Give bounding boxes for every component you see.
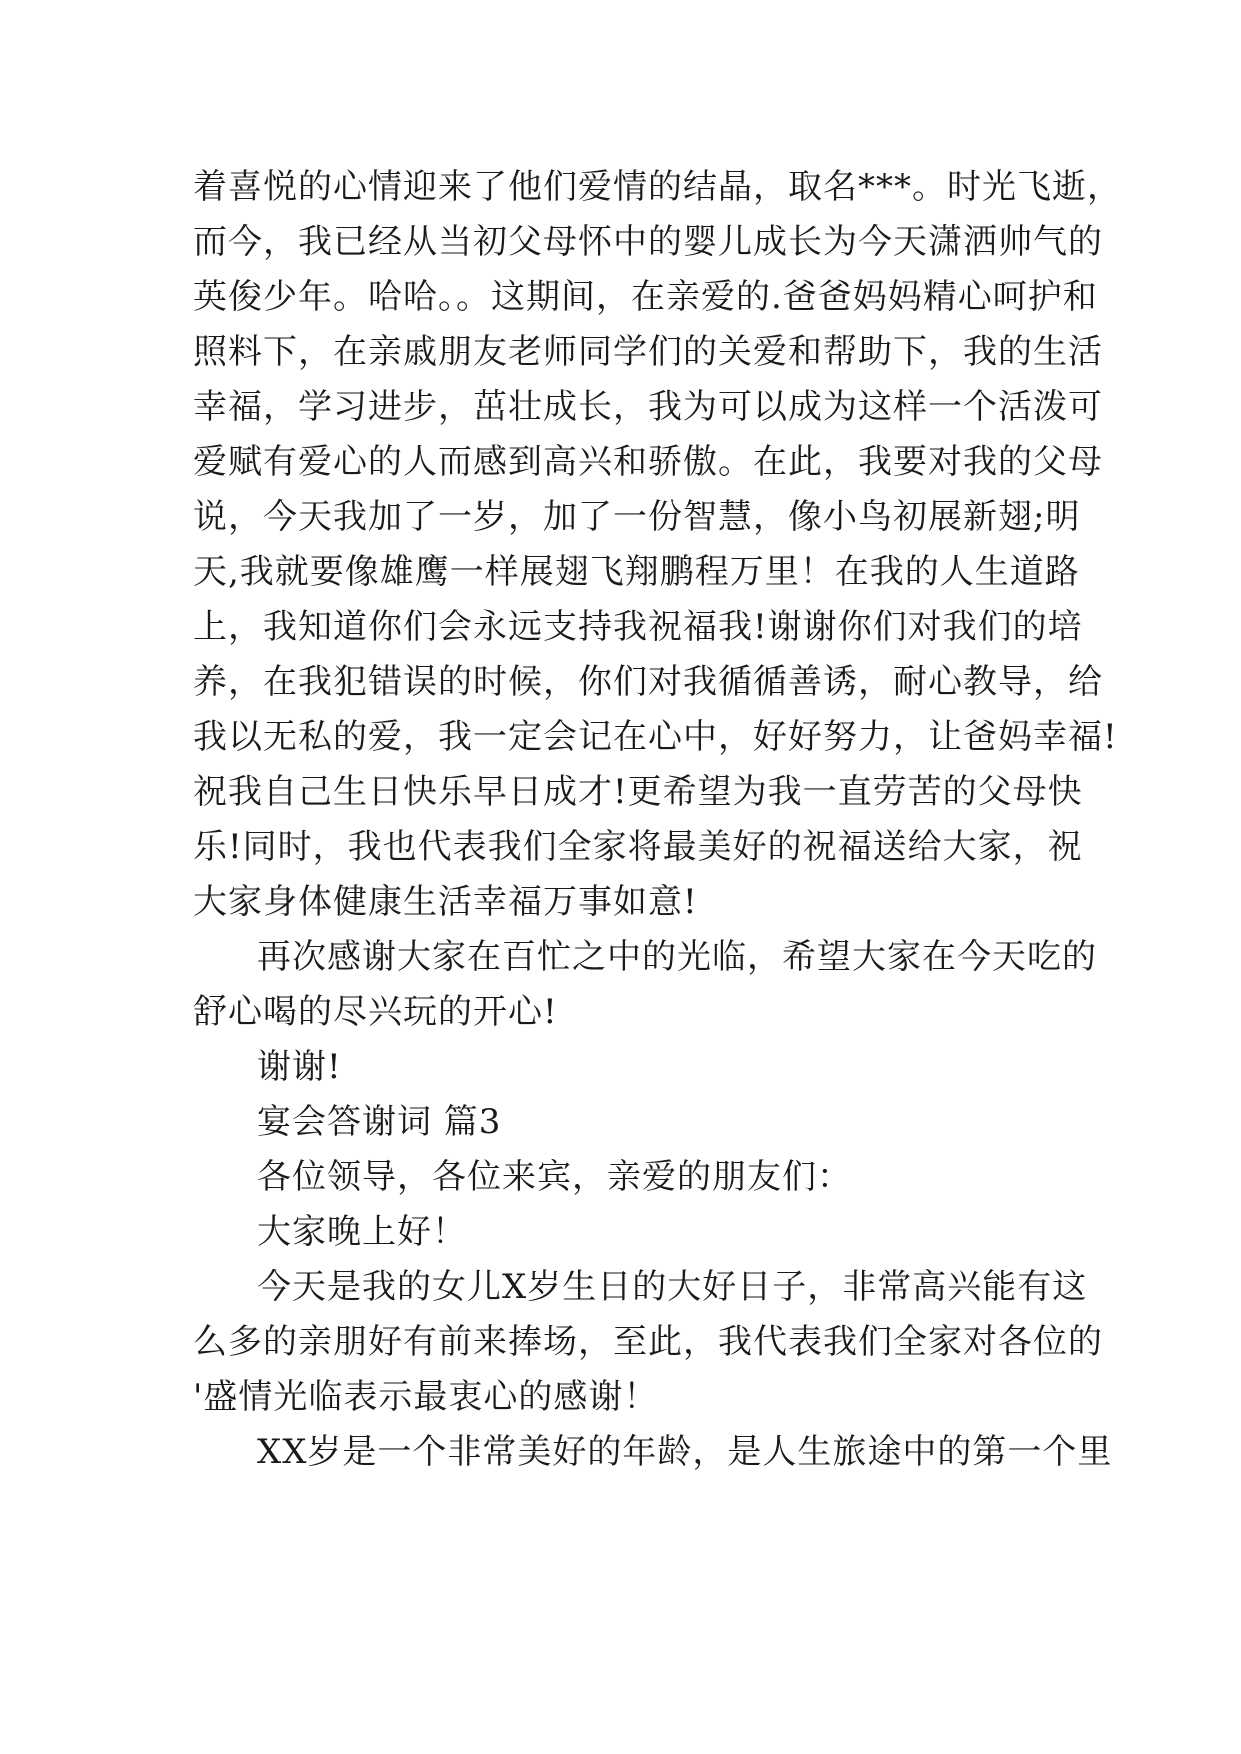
text-line: 说，今天我加了一岁，加了一份智慧，像小鸟初展新翅;明 <box>193 497 1081 537</box>
text-line: 养，在我犯错误的时候，你们对我循循善诱，耐心教导，给 <box>193 662 1103 702</box>
text-line: 祝我自己生日快乐早日成才!更希望为我一直劳苦的父母快 <box>193 772 1083 812</box>
paragraph-first-line: 今天是我的女儿X岁生日的大好日子，非常高兴能有这 <box>257 1267 1088 1307</box>
text-line: '盛情光临表示最衷心的感谢！ <box>193 1377 659 1417</box>
text-line: 乐!同时，我也代表我们全家将最美好的祝福送给大家，祝 <box>193 827 1083 867</box>
text-line: 而今，我已经从当初父母怀中的婴儿成长为今天潇洒帅气的 <box>193 222 1103 262</box>
text-line: 我以无私的爱，我一定会记在心中，好好努力，让爸妈幸福! <box>193 717 1118 757</box>
paragraph-first-line: XX岁是一个非常美好的年龄，是人生旅途中的第一个里 <box>257 1432 1113 1472</box>
salutation-line: 各位领导，各位来宾，亲爱的朋友们： <box>257 1157 852 1197</box>
document-body <box>193 160 1122 1480</box>
text-line: 着喜悦的心情迎来了他们爱情的结晶，取名***。时光飞逝， <box>193 167 1122 207</box>
text-line: 照料下，在亲戚朋友老师同学们的关爱和帮助下，我的生活 <box>193 332 1103 372</box>
paragraph-first-line: 再次感谢大家在百忙之中的光临，希望大家在今天吃的 <box>257 937 1097 977</box>
text-line: 幸福，学习进步，茁壮成长，我为可以成为这样一个活泼可 <box>193 387 1103 427</box>
text-line: 么多的亲朋好有前来捧场，至此，我代表我们全家对各位的 <box>193 1322 1103 1362</box>
text-line: 舒心喝的尽兴玩的开心! <box>193 992 558 1032</box>
text-line: 上，我知道你们会永远支持我祝福我!谢谢你们对我们的培 <box>193 607 1083 647</box>
greeting-line: 大家晚上好！ <box>257 1212 467 1252</box>
text-line: 爱赋有爱心的人而感到高兴和骄傲。在此，我要对我的父母 <box>193 442 1103 482</box>
text-line: 英俊少年。哈哈。。这期间，在亲爱的.爸爸妈妈精心呵护和 <box>193 277 1098 317</box>
text-line: 天,我就要像雄鹰一样展翅飞翔鹏程万里！在我的人生道路 <box>193 552 1080 592</box>
section-heading: 宴会答谢词 篇3 <box>257 1102 502 1142</box>
thanks-line: 谢谢! <box>257 1047 342 1087</box>
text-line: 大家身体健康生活幸福万事如意! <box>193 882 698 922</box>
